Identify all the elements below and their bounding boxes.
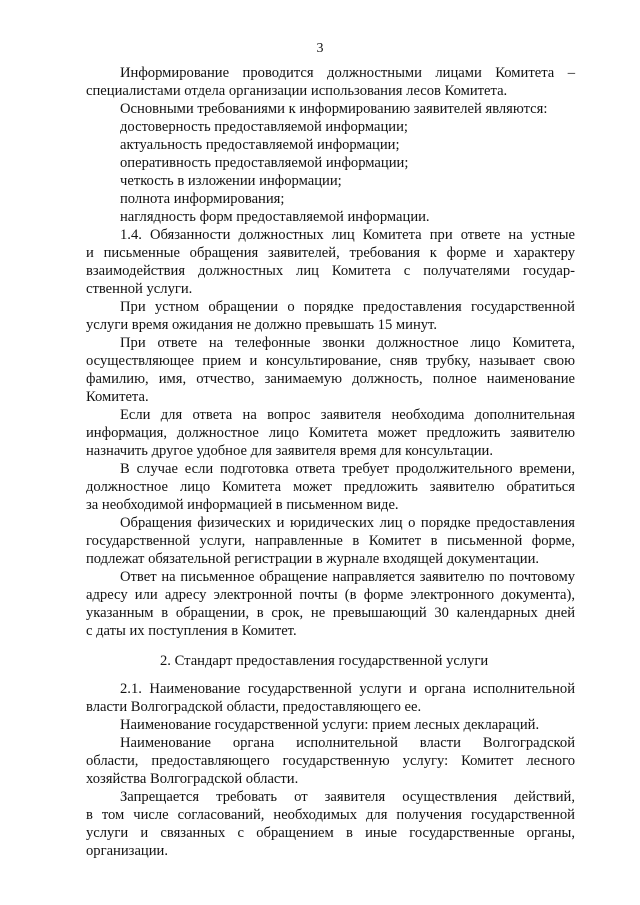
text-line: полнота информирования; — [120, 191, 285, 207]
text-line: фамилию, имя, отчество, занимаемую должность, полное наименование — [86, 371, 575, 387]
text-line: области, предоставляющего государственную услугу: Комитет лесного — [86, 753, 575, 769]
text-line: услуги и связанных с обращением в иные государственные органы, — [86, 825, 575, 841]
text-line: власти Волгоградской области, предоставляющего ее. — [86, 699, 422, 715]
text-line: адресу или адресу электронной почты (в форме электронного документа), — [86, 587, 575, 603]
text-line: 1.4. Обязанности должностных лиц Комитета при ответе на устные — [120, 227, 575, 243]
text-line: государственной услуги, направленные в Комитет в письменной форме, — [86, 533, 575, 549]
text-line: должностное лицо Комитета может предложить заявителю обратиться — [86, 479, 575, 495]
text-line: специалистами отдела организации использования лесов Комитета. — [86, 83, 508, 99]
text-line: Наименование органа исполнительной власти Волгоградской — [120, 735, 575, 751]
text-line: Ответ на письменное обращение направляется заявителю по почтовому — [120, 569, 575, 585]
text-line: При устном обращении о порядке предоставления государственной — [120, 299, 575, 315]
text-line: взаимодействия должностных лиц Комитета с получателями государ- — [86, 263, 575, 279]
text-line: Обращения физических и юридических лиц о порядке предоставления — [120, 515, 575, 531]
text-line: наглядность форм предоставляемой информации. — [120, 209, 430, 225]
text-line: информация, должностное лицо Комитета может предложить заявителю — [86, 425, 575, 441]
section-heading: 2. Стандарт предоставления государственной услуги — [160, 653, 489, 669]
text-line: Наименование государственной услуги: прием лесных деклараций. — [120, 717, 540, 733]
text-line: за необходимой информацией в письменном виде. — [86, 497, 399, 513]
text-line: осуществляющее прием и консультирование, сняв трубку, называет свою — [86, 353, 575, 369]
text-line: с даты их поступления в Комитет. — [86, 623, 297, 639]
text-line: и письменные обращения заявителей, требования к форме и характеру — [86, 245, 575, 261]
text-line: оперативность предоставляемой информации; — [120, 155, 409, 171]
text-line: Информирование проводится должностными лицами Комитета – — [120, 65, 575, 81]
text-line: Запрещается требовать от заявителя осуществления действий, — [120, 789, 575, 805]
text-line: указанным в обращении, в срок, не превышающий 30 календарных дней — [86, 605, 575, 621]
text-line: В случае если подготовка ответа требует продолжительного времени, — [120, 461, 575, 477]
text-line: четкость в изложении информации; — [120, 173, 342, 189]
text-line: в том числе согласований, необходимых для получения государственной — [86, 807, 575, 823]
text-line: Основными требованиями к информированию заявителей являются: — [120, 101, 548, 117]
page-number: 3 — [316, 41, 324, 56]
text-line: организации. — [86, 843, 168, 859]
text-line: Если для ответа на вопрос заявителя необходима дополнительная — [120, 407, 575, 423]
text-line: достоверность предоставляемой информации; — [120, 119, 408, 135]
text-line: 2.1. Наименование государственной услуги и органа исполнительной — [120, 681, 575, 697]
text-line: хозяйства Волгоградской области. — [86, 771, 299, 787]
text-line: назначить другое удобное для заявителя время для консультации. — [86, 443, 494, 459]
text-line: услуги время ожидания не должно превышать 15 минут. — [86, 317, 437, 333]
text-line: Комитета. — [86, 389, 149, 405]
text-line: подлежат обязательной регистрации в журнале входящей документации. — [86, 551, 540, 567]
text-line: При ответе на телефонные звонки должностное лицо Комитета, — [120, 335, 575, 351]
text-line: актуальность предоставляемой информации; — [120, 137, 400, 153]
text-line: ственной услуги. — [86, 281, 193, 297]
